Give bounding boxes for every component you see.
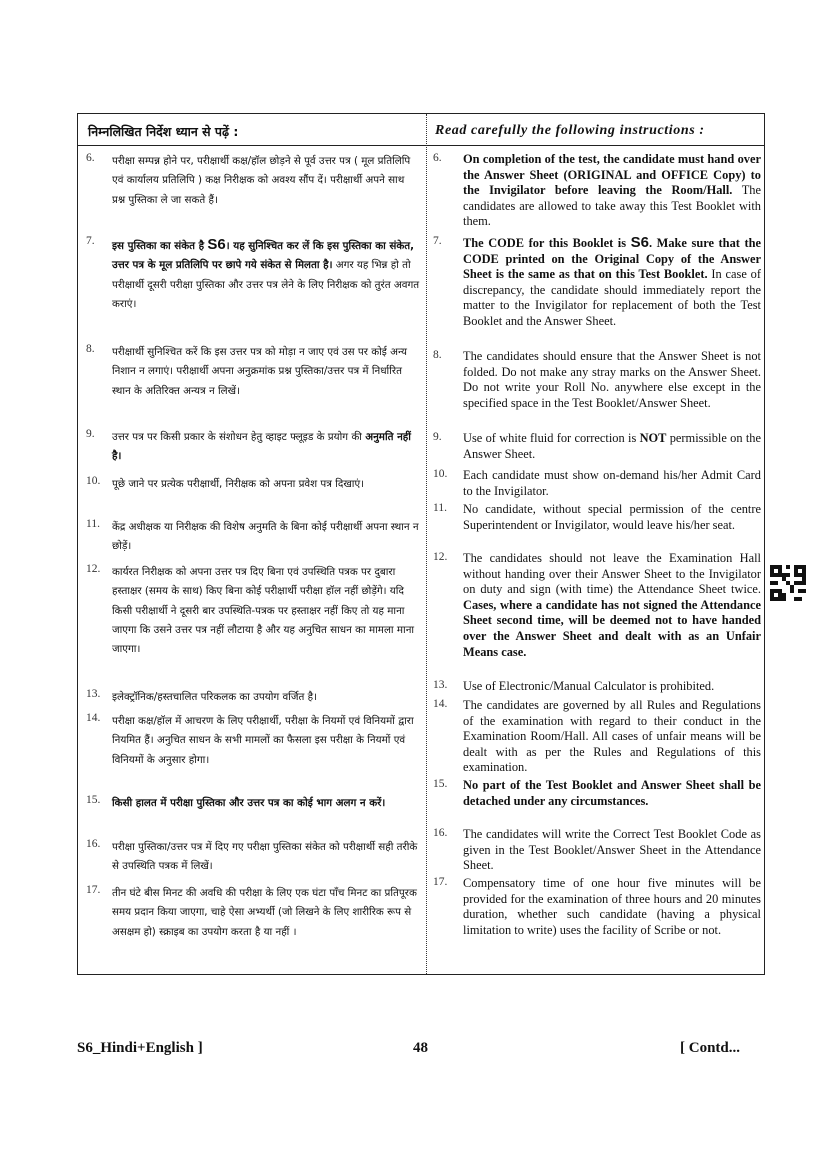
booklet-code: S6: [207, 236, 226, 253]
column-divider: [426, 114, 427, 974]
qr-code-icon: [770, 565, 806, 601]
english-heading: Read carefully the following instructions :: [435, 123, 705, 138]
page-number: 48: [413, 1040, 428, 1056]
heading-rule: [78, 145, 764, 146]
instructions-frame: निम्नलिखित निर्देश ध्यान से पढ़ें : Read carefully the following instructions : 6. परीक्षा सम्पन्न होने पर, परीक्षार्थी कक्ष/हॉल छोड़ने से पूर्व उत्तर पत्र ( मूल प्रतिलिपि एवं कार्यालय प्रतिलिपि ) कक्ष निरीक्षक को अवश्य सौंप दें। परीक्षार्थी अपने साथ प्रश्न पुस्तिका ले जा सकते हैं। 7. इस पुस्तिका का संकेत है S6। यह सुनिश्चित कर लें कि इस पुस्तिका का संकेत, उत्तर पत्र के मूल प्रतिलिपि पर छापे गये संकेत से मिलता है। अगर यह भिन्न हो तो परीक्षार्थी दूसरी परीक्षा पुस्तिका और उत्तर पत्र लेने के लिए निरीक्षक को तुरंत अवगत कराएं। 8. परीक्षार्थी सुनिश्चित करें कि इस उत्तर पत्र को मोड़ा न जाए एवं उस पर कोई अन्य निशान न लगाएं। परीक्षार्थी अपना अनुक्रमांक प्रश्न पुस्तिका/उत्तर पत्र में निर्धारित स्थान के अतिरिक्त अन्यत्र न लिखें। 9. उत्तर पत्र पर किसी प्रकार के संशोधन हेतु व्हाइट फ्लूइड के प्रयोग की अनुमति नहीं है। 10. पूछे जाने पर प्रत्येक परीक्षार्थी, निरीक्षक को अपना प्रवेश पत्र दिखाएं। 11. केंद्र अधीक्षक या निरीक्षक की विशेष अनुमति के बिना कोई परीक्षार्थी अपना स्थान न छोड़ें। 12. कार्यरत निरीक्षक को अपना उत्तर पत्र दिए बिना एवं उपस्थिति पत्रक पर दुबारा हस्ताक्षर (समय के साथ) किए बिना कोई परीक्षार्थी परीक्षा हॉल नहीं छोड़ेंगे। यदि किसी परीक्षार्थी ने दूसरी बार उपस्थिति-पत्रक पर हस्ताक्षर नहीं किए तो यह माना जाएगा कि उसने उत्तर पत्र नहीं लौटाया है और यह अनुचित साधन का मामला माना जाएगा। 13. इलेक्ट्रॉनिक/हस्तचालित परिकलक का उपयोग वर्जित है। 14. परीक्षा कक्ष/हॉल में आचरण के लिए परीक्षार्थी, परीक्षा के नियमों एवं विनियमों द्वारा नियमित हैं। अनुचित साधन के सभी मामलों का फैसला इस परीक्षा के नियमों एवं विनियमों के अनुसार होगा। 15. किसी हालत में परीक्षा पुस्तिका और उत्तर पत्र का कोई भाग अलग न करें। 16. परीक्षा पुस्तिका/उत्तर पत्र में दिए गए परीक्षा पुस्तिका संकेत को परीक्षार्थी सही तरीके से उपस्थिति पत्रक में लिखें। 17. तीन घंटे बीस मिनट की अवधि की परीक्षा के लिए एक घंटा पाँच मिनट का प्रतिपूरक समय प्रदान किया जाएगा, चाहे ऐसा अभ्यर्थी (जो लिखने के लिए शारीरिक रूप से असक्षम हो) स्क्राइब का उपयोग करता है या नहीं । 6. On completion of the test, the candidate must hand over the Answer Sheet (ORIGINAL and OFFICE Copy) to the Invigilator before leaving the Room/Hall. The candidates are allowed to take away this Test Booklet with them. 7. The CODE for this Booklet is S6. Make sure that the CODE printed on the Original Copy of the Answer Sheet is the same as that on this Test Booklet. In case of discrepancy, the candidate should immediately report the matter to the Invigilator for replacement of both the Test Booklet and the Answer Sheet. 8. The candidates should ensure that the Answer Sheet is not folded. Do not make any stray marks on the Answer Sheet. Do not write your Roll No. anywhere else except in the specified space in the Test Booklet/Answer Sheet. 9. Use of white fluid for correction is NOT permissible on the Answer Sheet. 10. Each candidate must show on-demand his/her Admit Card to the Invigilator. 11. No candidate, without special permission of the centre Superintendent or Invigilator, would leave his/her seat. 12. The candidates should not leave the Examination Hall without handing over their Answer Sheet to the Invigilator on duty and sign (with time) the Attendance Sheet twice. Cases, where a candidate has not signed the Attendance Sheet second time, will be deemed not to have handed over the Answer Sheet and dealt with as an Unfair Means case. 13. Use of Electronic/Manual Calculator is prohibited. 14. The candidates are governed by all Rules and Regulations of the examination with regard to their conduct in the Examination Room/Hall. All cases of unfair means will be dealt with as per the Rules and Regulations of this examination. 15. No part of the Test Booklet and Answer Sheet shall be detached under any circumstances. 16. The candidates will write the Correct Test Booklet Code as given in the Test Booklet/Answer Sheet in the Attendance Sheet. 17. Compensatory time of one hour five minutes will be provided for the examination of three hours and 20 minutes duration, whether such candidate (having a physical limitation to write) uses the facility of Scribe or not.: [77, 113, 765, 975]
footer-continued: [ Contd...: [680, 1040, 741, 1056]
booklet-code-english: S6: [630, 234, 649, 251]
hindi-heading: निम्नलिखित निर्देश ध्यान से पढ़ें :: [88, 124, 239, 139]
footer-booklet-label: S6_Hindi+English ]: [77, 1040, 203, 1056]
